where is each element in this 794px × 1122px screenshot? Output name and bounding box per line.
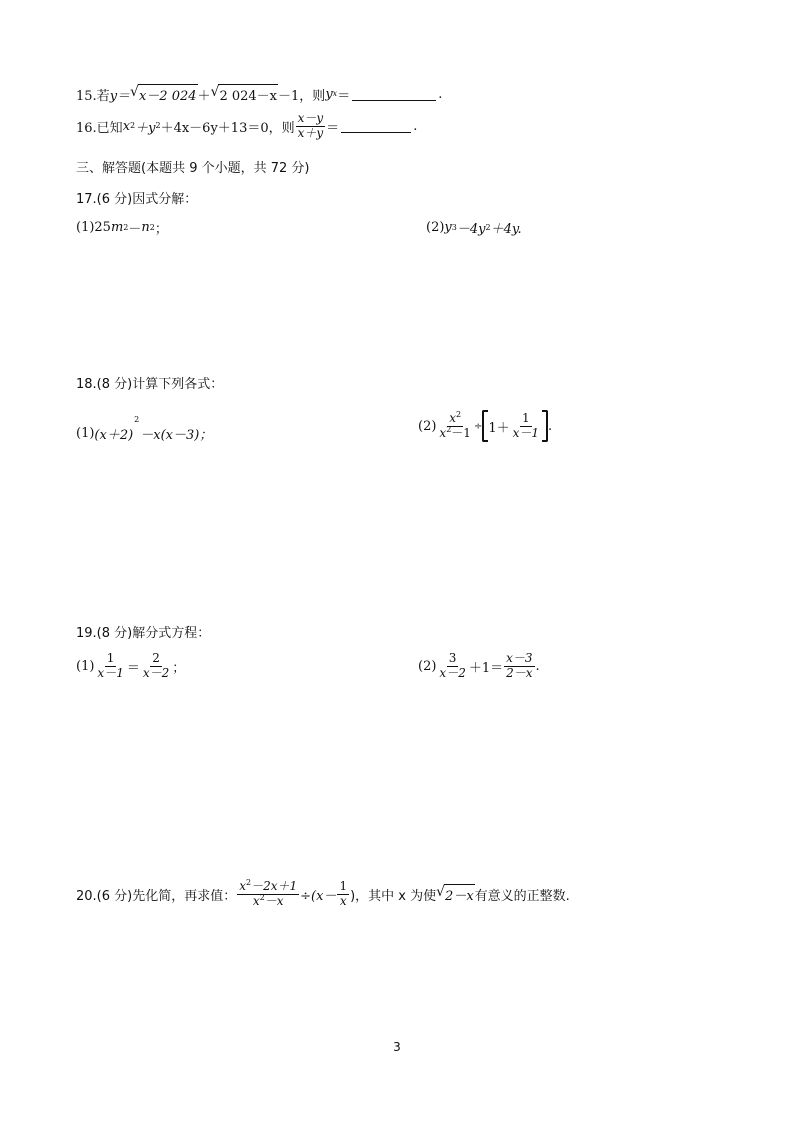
q15-y-eq: y＝ — [109, 88, 131, 104]
q19-p2-num2: x－3 — [506, 651, 533, 665]
q19-p1-den1: x－1 — [97, 665, 124, 680]
q19-p1-num2: 2 — [152, 651, 160, 665]
sqrt-icon: √ — [436, 884, 446, 901]
q19-title: 19.(8 分)解分式方程： — [76, 626, 211, 641]
q19-p2-den1: x－2 — [439, 665, 466, 680]
q15-minus: －1，则 — [278, 88, 326, 104]
q18-p1-a: (x＋2) — [94, 428, 134, 443]
q20-inner-denominator: x — [339, 893, 347, 908]
q15-end: . — [438, 86, 443, 102]
q19-p2-fraction-1 — [437, 652, 467, 681]
q18-p2-inner-denominator: x－1 — [512, 425, 540, 440]
q17-part-2: (2) y 3 －4y 2 ＋4y. — [426, 220, 522, 237]
q19-p2-num1: 3 — [448, 651, 457, 665]
q19-p2-den2: 2－x — [506, 665, 533, 680]
q20-div: ÷(x－ — [300, 888, 337, 904]
q20-after: )，其中 x 为使 — [350, 888, 437, 904]
q16-x: x — [122, 118, 131, 134]
section-3-heading — [76, 157, 310, 176]
question-17-title — [76, 188, 197, 207]
q19-p2-label: (2) — [418, 658, 437, 674]
q16-y: ＋y — [135, 120, 156, 136]
q19-p2-mid: ＋1＝ — [468, 660, 504, 676]
q20-sqrt — [436, 884, 475, 904]
q18-p2-numerator: $x^2$ — [449, 409, 462, 425]
q18-p2-one: 1＋ — [488, 420, 510, 436]
q18-p1-label: (1) — [76, 426, 95, 441]
sqrt-icon: √ — [130, 84, 139, 100]
q15-radicand-1: x－2 024 — [138, 84, 198, 104]
q19-p2-fraction-2 — [504, 652, 534, 681]
q17-p2-end: ＋4y. — [490, 222, 522, 237]
q18-p2-denominator: $x^2-1$ — [439, 424, 471, 440]
question-20 — [76, 880, 570, 909]
q18-p2-inner-numerator: 1 — [521, 410, 530, 425]
section-3-title: 三、解答题(本题共 9 个小题，共 72 分) — [76, 161, 310, 176]
sqrt-icon: √ — [210, 84, 220, 100]
q16-label: 16.已知 — [76, 120, 123, 136]
q20-radicand: 2－x — [444, 884, 475, 904]
answer-blank[interactable] — [352, 88, 436, 101]
q18-p2-inner-fraction — [511, 412, 541, 441]
q20-inner-numerator: 1 — [339, 879, 348, 893]
q16-denominator: x＋y — [297, 125, 324, 140]
q18-p2-div: ÷ — [473, 420, 483, 432]
q18-p2-fraction — [437, 409, 473, 441]
q17-p2-mid: －4y — [456, 222, 486, 237]
q16-fraction — [296, 112, 326, 141]
q18-p2-end: . — [548, 418, 553, 434]
q19-p1-fraction-1 — [95, 652, 125, 681]
q16-numerator: x－y — [297, 111, 324, 125]
q18-part-2 — [418, 410, 552, 442]
q19-p1-end: ； — [172, 660, 186, 676]
q15-radicand-2: 2 024－x — [218, 84, 278, 104]
q17-p2-y: y — [444, 220, 452, 235]
q17-p1-label: (1)25 — [76, 220, 111, 235]
answer-blank[interactable] — [341, 120, 411, 133]
q18-title: 18.(8 分)计算下列各式： — [76, 377, 224, 392]
q17-p2-label: (2) — [426, 220, 445, 235]
q16-end: . — [413, 118, 418, 134]
q20-numerator: $x^2-2x+1$ — [239, 878, 298, 893]
q19-part-1 — [76, 652, 185, 681]
question-15: 15.若 y＝ √ x－2 024 ＋ √ 2 024－x －1，则 y x ＝ . — [76, 84, 443, 104]
q17-p1-n: n — [141, 220, 150, 235]
q18-part-1 — [76, 415, 213, 443]
q15-plus: ＋ — [197, 88, 211, 104]
q16-rest: ＋4x－6y＋13＝0，则 — [160, 120, 295, 136]
q19-p2-end: . — [535, 658, 540, 674]
q17-p1-end: ； — [154, 222, 168, 237]
question-18-title — [76, 373, 223, 392]
q15-label: 15.若 — [76, 88, 110, 104]
q17-p1-mid: － — [128, 222, 142, 237]
q15-sqrt-2 — [211, 84, 278, 104]
q20-label: 20.(6 分)先化简，再求值： — [76, 888, 237, 904]
question-16: 16.已知 x 2 ＋y 2 ＋4x－6y＋13＝0，则 $\frac{x-y}{x+y}$ ＝ . — [76, 111, 418, 140]
q19-p1-num1: 1 — [106, 651, 115, 665]
question-19-title — [76, 622, 210, 641]
q20-fraction — [237, 880, 299, 909]
q15-yx-base: y — [325, 86, 333, 102]
q17-part-1: (1)25 m 2 － n 2 ； — [76, 220, 168, 237]
q20-tail: 有意义的正整数. — [474, 888, 570, 904]
q17-title: 17.(6 分)因式分解： — [76, 192, 198, 207]
q17-p1-m: m — [110, 220, 124, 235]
q15-sqrt-1 — [130, 84, 197, 104]
q16-eq: ＝ — [326, 120, 340, 136]
q20-inner-fraction — [337, 880, 349, 909]
page-number: 3 — [393, 1040, 401, 1054]
q19-p1-den2: x－2 — [142, 665, 170, 680]
q19-p1-label: (1) — [76, 658, 95, 674]
q18-p2-label: (2) — [418, 418, 437, 434]
q19-p1-fraction-2 — [141, 652, 171, 681]
q19-part-2 — [418, 652, 540, 681]
q15-eq: ＝ — [337, 88, 351, 104]
q18-p1-b: －x(x－3)； — [140, 428, 213, 443]
q20-denominator: $x^2-x$ — [252, 892, 284, 908]
q19-p1-eq: ＝ — [126, 660, 140, 676]
q18-p1-exp: 2 — [134, 415, 140, 424]
